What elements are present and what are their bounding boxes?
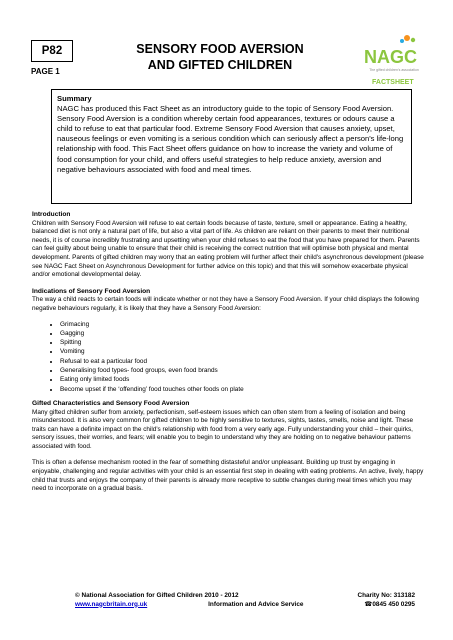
factsheet-code: P82: [41, 45, 63, 57]
list-item: • Gagging: [60, 329, 424, 338]
behaviour-list: [32, 320, 424, 394]
list-item: • Become upset if the ‘offending’ food touches other foods on plate: [60, 385, 424, 394]
list-item: • Generalising food types- food groups, even food brands: [60, 366, 424, 375]
intro-heading: Introduction: [32, 211, 71, 218]
list-item: • Eating only limited foods: [60, 375, 424, 384]
list-item: • Refusal to eat a particular food: [60, 357, 424, 366]
website-link[interactable]: www.nagcbritain.org.uk: [75, 600, 148, 608]
page-footer: [75, 592, 415, 609]
list-item: • Grimacing: [60, 320, 424, 329]
gifted-text: Many gifted children suffer from anxiety, perfectionism, self-esteem issues which can often stem from a feeling of isolation and being misunderstood. It is also very common for gifted children to be highly sensitive to textures, sights, tastes, smells, noise and light. These traits can have a definite impact on the child's relationship with food from a very early age. Fully understanding your child – their quirks, sensory issues, their worries, and fears; will enable you to begin to understand why they are holding on to negative behaviour patterns associated with food.: [32, 408, 414, 450]
gifted-heading: Gifted Characteristics and Sensory Food Aversion: [32, 399, 190, 407]
phone-number: 0845 450 0295: [372, 600, 415, 608]
summary-box: [51, 89, 412, 204]
logo-wordmark: NAGC: [364, 47, 417, 67]
title-line-1: SENSORY FOOD AVERSION: [136, 42, 304, 56]
service-name: Information and Advice Service: [208, 600, 304, 608]
factsheet-code-box: [31, 40, 73, 62]
summary-heading: Summary: [57, 94, 92, 103]
charity-number: Charity No: 313182: [357, 592, 415, 599]
list-item: • Spitting: [60, 338, 424, 347]
indications-text: The way a child reacts to certain foods will indicate whether or not they have a Sensory Food Aversion. If your child displays the following negative behaviours regularly, it is likely that they have a Sensory Food Aversion:: [32, 296, 420, 312]
body-content: [32, 211, 424, 502]
list-item: • Vomiting: [60, 347, 424, 356]
copyright-text: © National Association for Gifted Children 2010 - 2012: [75, 592, 239, 599]
logo-tagline: The gifted children's association: [369, 68, 419, 72]
defense-text: This is often a defense mechanism rooted in the fear of something distasteful and/or unpleasant. Building up trust by engaging in enjoyable, challenging and regular activities with your child is an essential first step in dealing with eating problems. An active, lively, happy child that trusts and enjoys the company of their parents is already more receptive to subtle changes during meal times which you may need to incorporate on a gradual basis.: [32, 459, 424, 493]
page-number: PAGE 1: [31, 67, 60, 76]
intro-text: Children with Sensory Food Aversion will refuse to eat certain foods because of taste, texture, smell or appearance. Eating a healthy, balanced diet is not only a natural part of life, but also a vital part of life. As children are reliant on their parents to meet their nutritional needs, it is of course incredibly frustrating and upsetting when your child refuses to eat the food that you have prepared for them. Parents can feel guilty about being unable to ensure that their child is receiving the correct nutrition that will optimise both physical and mental development. Parents of gifted children may worry that an eating problem will further affect their child's asynchronous development (please see NAGC Fact Sheet on Asynchronous Development for further advice on this topic) and that this will somehow exacerbate physical and/or emotional developmental delay.: [32, 219, 424, 279]
indications-heading: Indications of Sensory Food Aversion: [32, 287, 151, 295]
nagc-logo: [358, 30, 428, 72]
page-title: [110, 41, 330, 73]
summary-text: NAGC has produced this Fact Sheet as an introductory guide to the topic of Sensory Food Aversion. Sensory Food Aversion is a condition whereby certain food appearances, textures or odours cause a child to refuse to eat that particular food. Extreme Sensory Food Aversion that causes anxiety, upset, nauseous feelings or even vomiting is a serious condition which can seriously affect a person's life-long relationship with food. This Fact Sheet offers guidance on how to increase the variety and volume of food consumption for your child, and offers useful strategies to help reduce anxiety, aversion and negative behaviours associated with food and meal times.: [57, 104, 404, 174]
factsheet-label: FACTSHEET: [372, 79, 414, 86]
title-line-2: AND GIFTED CHILDREN: [147, 58, 293, 72]
telephone-icon: ☎: [364, 600, 373, 608]
